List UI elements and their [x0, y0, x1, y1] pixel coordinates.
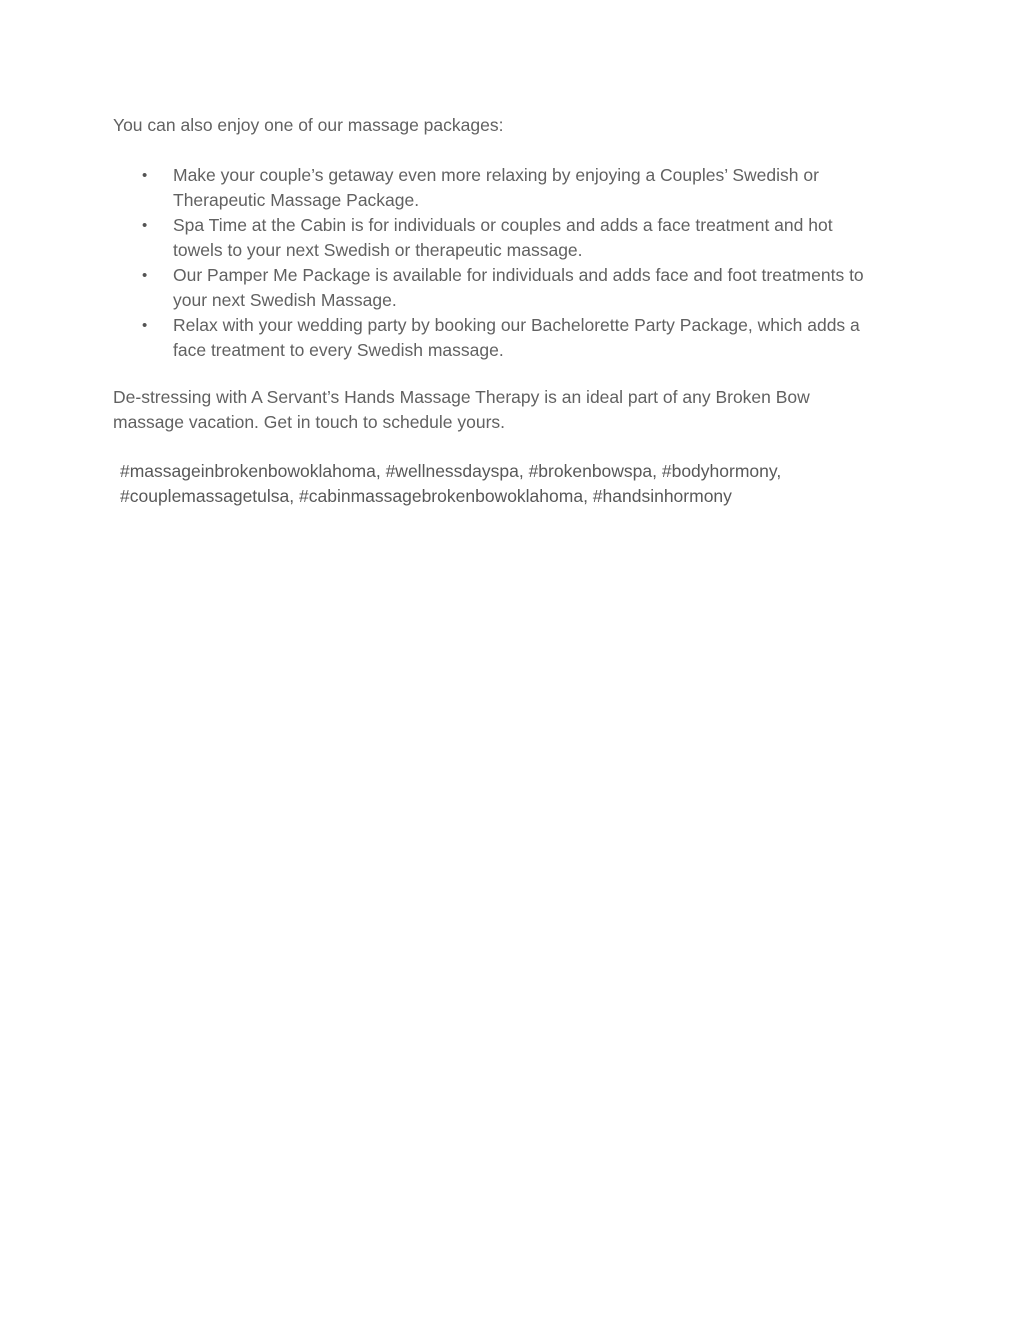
list-item — [113, 213, 913, 263]
bullet-icon: • — [142, 167, 148, 184]
list-item-line: Relax with your wedding party by booking our Bachelorette Party Package, which adds a — [173, 315, 860, 335]
list-item — [113, 163, 913, 213]
package-list — [113, 163, 913, 363]
list-item-line: Spa Time at the Cabin is for individuals or couples and adds a face treatment and hot — [173, 215, 833, 235]
list-item-line: towels to your next Swedish or therapeutic massage. — [173, 240, 583, 260]
hashtags-paragraph — [120, 459, 910, 509]
hashtags-line: #couplemassagetulsa, #cabinmassagebrokenbowoklahoma, #handsinhormony — [120, 486, 732, 506]
bullet-icon: • — [142, 217, 148, 234]
list-item — [113, 263, 913, 313]
list-item — [113, 313, 913, 363]
list-item-line: your next Swedish Massage. — [173, 290, 397, 310]
closing-line: massage vacation. Get in touch to schedule yours. — [113, 412, 506, 432]
closing-line: De-stressing with A Servant’s Hands Massage Therapy is an ideal part of any Broken Bow — [113, 387, 810, 407]
hashtags-line: #massageinbrokenbowoklahoma, #wellnessdayspa, #brokenbowspa, #bodyhormony, — [120, 461, 782, 481]
bullet-icon: • — [142, 267, 148, 284]
bullet-icon: • — [142, 317, 148, 334]
list-item-line: Make your couple’s getaway even more relaxing by enjoying a Couples’ Swedish or — [173, 165, 819, 185]
list-item-line: Therapeutic Massage Package. — [173, 190, 420, 210]
closing-paragraph — [113, 385, 903, 435]
intro-paragraph: You can also enjoy one of our massage packages: — [113, 115, 504, 135]
list-item-line: Our Pamper Me Package is available for individuals and adds face and foot treatments to — [173, 265, 864, 285]
list-item-line: face treatment to every Swedish massage. — [173, 340, 504, 360]
